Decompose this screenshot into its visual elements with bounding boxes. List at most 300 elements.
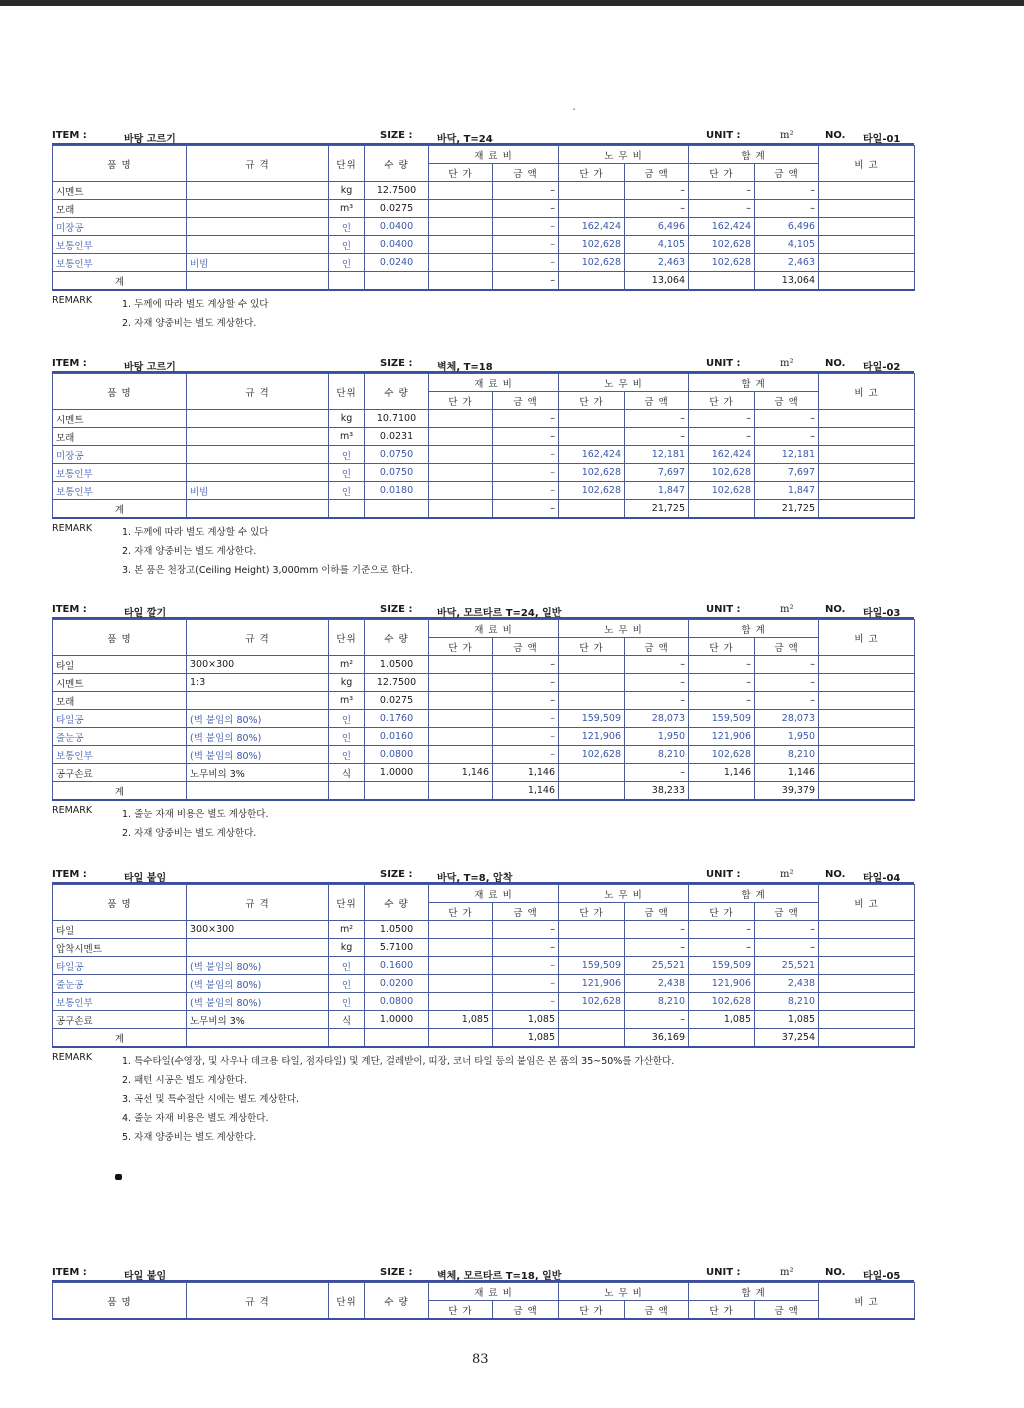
material-amount-cell: – bbox=[493, 692, 559, 710]
table-row bbox=[53, 728, 915, 746]
item-label: ITEM : bbox=[52, 358, 87, 369]
note-cell bbox=[819, 200, 915, 218]
note-cell bbox=[819, 272, 915, 291]
note-cell bbox=[819, 482, 915, 500]
col-amount: 금 액 bbox=[755, 164, 819, 182]
remark-line: 3. 곡선 및 특수절단 시에는 별도 계상한다. bbox=[122, 1094, 300, 1105]
material-price-cell: 1,085 bbox=[429, 1011, 493, 1029]
unit-label: UNIT : bbox=[706, 604, 741, 615]
unit-cell: 인 bbox=[329, 728, 365, 746]
total-amount-cell: – bbox=[755, 939, 819, 957]
empty-cell bbox=[689, 1029, 755, 1048]
labor-price-cell bbox=[559, 656, 625, 674]
labor-amount-cell: 2,438 bbox=[625, 975, 689, 993]
material-price-cell bbox=[429, 710, 493, 728]
labor-price-cell: 102,628 bbox=[559, 993, 625, 1011]
labor-amount-cell: 7,697 bbox=[625, 464, 689, 482]
col-note: 비 고 bbox=[819, 620, 915, 656]
unit-cell: kg bbox=[329, 182, 365, 200]
col-qty: 수 량 bbox=[365, 374, 429, 410]
empty-cell bbox=[365, 272, 429, 291]
unit-cell: 인 bbox=[329, 464, 365, 482]
col-unit-price: 단 가 bbox=[689, 164, 755, 182]
labor-amount-cell: – bbox=[625, 921, 689, 939]
col-unit: 단위 bbox=[329, 1283, 365, 1320]
item-name-cell: 공구손료 bbox=[53, 764, 187, 782]
item-name-cell: 모래 bbox=[53, 692, 187, 710]
header-row bbox=[53, 1283, 915, 1301]
table-row bbox=[53, 921, 915, 939]
col-total: 합 계 bbox=[689, 146, 819, 164]
unit-label: UNIT : bbox=[706, 1267, 741, 1278]
remark-line: 2. 자재 양중비는 별도 계상한다. bbox=[122, 828, 257, 839]
labor-amount-cell: 25,521 bbox=[625, 957, 689, 975]
total-material-amount: – bbox=[493, 500, 559, 519]
note-cell bbox=[819, 746, 915, 764]
item-name: 타일 깔기 bbox=[124, 608, 167, 619]
note-cell bbox=[819, 710, 915, 728]
material-price-cell bbox=[429, 728, 493, 746]
remark-label: REMARK bbox=[52, 1052, 93, 1063]
unit-cell: m³ bbox=[329, 428, 365, 446]
note-cell bbox=[819, 1029, 915, 1048]
remark-line: 1. 특수타일(수영장, 및 사우나 데크용 타일, 점자타일) 및 계단, 걸레받이, 띠장, 코너 타일 등의 붙임은 본 품의 35~50%를 가산한다. bbox=[122, 1056, 675, 1067]
unit-cell: m² bbox=[329, 921, 365, 939]
col-unit-price: 단 가 bbox=[559, 1301, 625, 1320]
qty-cell: 10.7100 bbox=[365, 410, 429, 428]
unit-cell: 인 bbox=[329, 254, 365, 272]
no-value: 타일-03 bbox=[863, 608, 901, 619]
remark-line: 4. 줄눈 자재 비용은 별도 계상한다. bbox=[122, 1113, 269, 1124]
labor-amount-cell: – bbox=[625, 692, 689, 710]
labor-price-cell: 159,509 bbox=[559, 710, 625, 728]
item-name-cell: 공구손료 bbox=[53, 1011, 187, 1029]
note-cell bbox=[819, 428, 915, 446]
remark-line: 1. 두께에 따라 별도 계상할 수 있다 bbox=[122, 527, 269, 538]
col-total: 합 계 bbox=[689, 885, 819, 903]
col-material: 재 료 비 bbox=[429, 374, 559, 392]
material-amount-cell: – bbox=[493, 482, 559, 500]
col-note: 비 고 bbox=[819, 146, 915, 182]
empty-cell bbox=[689, 500, 755, 519]
spec-cell: (벽 붙임의 80%) bbox=[187, 746, 329, 764]
qty-cell: 0.0240 bbox=[365, 254, 429, 272]
total-amount-cell: 4,105 bbox=[755, 236, 819, 254]
material-price-cell bbox=[429, 236, 493, 254]
size-value: 벽체, 모르타르 T=18, 일반 bbox=[437, 1271, 562, 1282]
material-amount-cell: – bbox=[493, 957, 559, 975]
total-amount-cell: 7,697 bbox=[755, 464, 819, 482]
total-amount-cell: 2,438 bbox=[755, 975, 819, 993]
note-cell bbox=[819, 464, 915, 482]
section-header bbox=[52, 128, 914, 145]
total-price-cell: 102,628 bbox=[689, 746, 755, 764]
spec-cell: 노무비의 3% bbox=[187, 764, 329, 782]
labor-price-cell bbox=[559, 692, 625, 710]
spec-cell: 노무비의 3% bbox=[187, 1011, 329, 1029]
col-labor: 노 무 비 bbox=[559, 374, 689, 392]
total-amount-cell: 8,210 bbox=[755, 993, 819, 1011]
material-price-cell bbox=[429, 200, 493, 218]
empty-cell bbox=[329, 1029, 365, 1048]
material-amount-cell: – bbox=[493, 428, 559, 446]
qty-cell: 1.0500 bbox=[365, 656, 429, 674]
spec-cell: (벽 붙임의 80%) bbox=[187, 993, 329, 1011]
qty-cell: 0.1760 bbox=[365, 710, 429, 728]
size-value: 벽체, T=18 bbox=[437, 362, 493, 373]
note-cell bbox=[819, 446, 915, 464]
remarks bbox=[52, 1052, 914, 1147]
labor-price-cell bbox=[559, 674, 625, 692]
col-amount: 금 액 bbox=[625, 903, 689, 921]
material-amount-cell: – bbox=[493, 656, 559, 674]
material-price-cell bbox=[429, 410, 493, 428]
col-unit-price: 단 가 bbox=[429, 392, 493, 410]
col-amount: 금 액 bbox=[625, 392, 689, 410]
empty-cell bbox=[329, 782, 365, 801]
total-labor-amount: 36,169 bbox=[625, 1029, 689, 1048]
material-price-cell bbox=[429, 674, 493, 692]
unit-cell: 인 bbox=[329, 957, 365, 975]
col-labor: 노 무 비 bbox=[559, 885, 689, 903]
empty-cell bbox=[365, 782, 429, 801]
remark-line: 3. 본 품은 천장고(Ceiling Height) 3,000mm 이하를 기준으로 한다. bbox=[122, 565, 413, 576]
note-cell bbox=[819, 764, 915, 782]
empty-cell bbox=[429, 1029, 493, 1048]
table-row bbox=[53, 1011, 915, 1029]
cost-section-1 bbox=[52, 128, 914, 333]
unit-cell: 식 bbox=[329, 764, 365, 782]
total-price-cell: 162,424 bbox=[689, 446, 755, 464]
total-amount-cell: 25,521 bbox=[755, 957, 819, 975]
total-price-cell: – bbox=[689, 656, 755, 674]
cost-section-3 bbox=[52, 602, 914, 843]
total-price-cell: – bbox=[689, 428, 755, 446]
labor-price-cell bbox=[559, 939, 625, 957]
table-row bbox=[53, 482, 915, 500]
remarks bbox=[52, 805, 914, 843]
unit-label: UNIT : bbox=[706, 869, 741, 880]
material-amount-cell: – bbox=[493, 939, 559, 957]
qty-cell: 0.0400 bbox=[365, 236, 429, 254]
labor-price-cell: 102,628 bbox=[559, 746, 625, 764]
total-amount: 21,725 bbox=[755, 500, 819, 519]
item-name-cell: 시멘트 bbox=[53, 674, 187, 692]
table-row bbox=[53, 957, 915, 975]
total-price-cell: 1,085 bbox=[689, 1011, 755, 1029]
col-unit: 단위 bbox=[329, 620, 365, 656]
labor-price-cell bbox=[559, 764, 625, 782]
table-row bbox=[53, 446, 915, 464]
empty-cell bbox=[559, 272, 625, 291]
note-cell bbox=[819, 254, 915, 272]
material-price-cell bbox=[429, 218, 493, 236]
qty-cell: 0.0750 bbox=[365, 464, 429, 482]
total-row bbox=[53, 782, 915, 801]
empty-cell bbox=[329, 500, 365, 519]
item-name-cell: 보통인부 bbox=[53, 482, 187, 500]
col-labor: 노 무 비 bbox=[559, 146, 689, 164]
unit-cell: 인 bbox=[329, 218, 365, 236]
spec-cell bbox=[187, 218, 329, 236]
col-amount: 금 액 bbox=[493, 164, 559, 182]
header-row bbox=[53, 374, 915, 392]
item-name-cell: 타일 bbox=[53, 921, 187, 939]
labor-price-cell bbox=[559, 182, 625, 200]
qty-cell: 0.0800 bbox=[365, 993, 429, 1011]
material-amount-cell: – bbox=[493, 746, 559, 764]
col-unit-price: 단 가 bbox=[559, 638, 625, 656]
note-cell bbox=[819, 692, 915, 710]
table-row bbox=[53, 975, 915, 993]
total-price-cell: – bbox=[689, 410, 755, 428]
col-unit-price: 단 가 bbox=[429, 638, 493, 656]
item-name-cell: 보통인부 bbox=[53, 746, 187, 764]
remark-label: REMARK bbox=[52, 805, 93, 816]
total-amount-cell: – bbox=[755, 410, 819, 428]
qty-cell: 0.0800 bbox=[365, 746, 429, 764]
material-amount-cell: 1,146 bbox=[493, 764, 559, 782]
col-unit: 단위 bbox=[329, 885, 365, 921]
table-row bbox=[53, 656, 915, 674]
cost-table bbox=[52, 884, 915, 1048]
total-amount-cell: – bbox=[755, 200, 819, 218]
unit-value: m² bbox=[780, 869, 794, 880]
table-row bbox=[53, 464, 915, 482]
empty-cell bbox=[429, 782, 493, 801]
no-value: 타일-01 bbox=[863, 134, 901, 145]
note-cell bbox=[819, 728, 915, 746]
col-qty: 수 량 bbox=[365, 146, 429, 182]
item-name-cell: 시멘트 bbox=[53, 182, 187, 200]
item-label: ITEM : bbox=[52, 604, 87, 615]
labor-amount-cell: – bbox=[625, 182, 689, 200]
total-amount-cell: 8,210 bbox=[755, 746, 819, 764]
spec-cell: 비빔 bbox=[187, 482, 329, 500]
size-value: 바닥, T=8, 압착 bbox=[437, 873, 513, 884]
total-amount-cell: 28,073 bbox=[755, 710, 819, 728]
spec-cell bbox=[187, 410, 329, 428]
table-row bbox=[53, 993, 915, 1011]
labor-price-cell bbox=[559, 428, 625, 446]
labor-amount-cell: 2,463 bbox=[625, 254, 689, 272]
col-spec: 규 격 bbox=[187, 146, 329, 182]
material-amount-cell: – bbox=[493, 254, 559, 272]
total-material-amount: – bbox=[493, 272, 559, 291]
material-price-cell bbox=[429, 746, 493, 764]
note-cell bbox=[819, 410, 915, 428]
qty-cell: 1.0000 bbox=[365, 764, 429, 782]
total-price-cell: 159,509 bbox=[689, 957, 755, 975]
note-cell bbox=[819, 975, 915, 993]
section-header bbox=[52, 356, 914, 373]
col-amount: 금 액 bbox=[625, 1301, 689, 1320]
item-name-cell: 시멘트 bbox=[53, 410, 187, 428]
labor-price-cell bbox=[559, 410, 625, 428]
size-label: SIZE : bbox=[380, 358, 413, 369]
total-amount: 37,254 bbox=[755, 1029, 819, 1048]
unit-cell: 인 bbox=[329, 236, 365, 254]
labor-amount-cell: – bbox=[625, 939, 689, 957]
section-header bbox=[52, 602, 914, 619]
total-price-cell: 102,628 bbox=[689, 236, 755, 254]
item-name-cell: 타일공 bbox=[53, 710, 187, 728]
col-amount: 금 액 bbox=[755, 1301, 819, 1320]
col-unit-price: 단 가 bbox=[689, 392, 755, 410]
col-amount: 금 액 bbox=[625, 164, 689, 182]
qty-cell: 0.0180 bbox=[365, 482, 429, 500]
material-amount-cell: – bbox=[493, 446, 559, 464]
no-value: 타일-04 bbox=[863, 873, 901, 884]
total-price-cell: 102,628 bbox=[689, 464, 755, 482]
labor-amount-cell: 28,073 bbox=[625, 710, 689, 728]
labor-amount-cell: 4,105 bbox=[625, 236, 689, 254]
item-name-cell: 모래 bbox=[53, 428, 187, 446]
remark-label: REMARK bbox=[52, 295, 93, 306]
item-name-cell: 미장공 bbox=[53, 446, 187, 464]
col-unit-price: 단 가 bbox=[689, 1301, 755, 1320]
ink-blot bbox=[115, 1174, 122, 1180]
spec-cell bbox=[187, 182, 329, 200]
total-price-cell: 102,628 bbox=[689, 482, 755, 500]
labor-amount-cell: – bbox=[625, 674, 689, 692]
empty-cell bbox=[187, 782, 329, 801]
qty-cell: 0.0160 bbox=[365, 728, 429, 746]
spec-cell: 300×300 bbox=[187, 921, 329, 939]
spec-cell bbox=[187, 446, 329, 464]
note-cell bbox=[819, 236, 915, 254]
material-amount-cell: – bbox=[493, 200, 559, 218]
total-price-cell: – bbox=[689, 674, 755, 692]
spec-cell: (벽 붙임의 80%) bbox=[187, 728, 329, 746]
col-material: 재 료 비 bbox=[429, 885, 559, 903]
cost-table bbox=[52, 619, 915, 801]
unit-cell: m² bbox=[329, 656, 365, 674]
empty-cell bbox=[429, 272, 493, 291]
spec-cell: 1:3 bbox=[187, 674, 329, 692]
labor-amount-cell: – bbox=[625, 764, 689, 782]
material-price-cell bbox=[429, 656, 493, 674]
total-price-cell: – bbox=[689, 200, 755, 218]
total-label: 계 bbox=[53, 272, 187, 291]
material-price-cell bbox=[429, 446, 493, 464]
spec-cell: (벽 붙임의 80%) bbox=[187, 710, 329, 728]
empty-cell bbox=[559, 500, 625, 519]
material-amount-cell: – bbox=[493, 728, 559, 746]
spec-cell bbox=[187, 692, 329, 710]
unit-cell: 인 bbox=[329, 993, 365, 1011]
labor-price-cell: 159,509 bbox=[559, 957, 625, 975]
total-amount-cell: – bbox=[755, 182, 819, 200]
item-name-cell: 보통인부 bbox=[53, 464, 187, 482]
material-amount-cell: – bbox=[493, 993, 559, 1011]
total-amount-cell: 1,847 bbox=[755, 482, 819, 500]
item-name-cell: 보통인부 bbox=[53, 993, 187, 1011]
cost-table bbox=[52, 1282, 915, 1320]
material-price-cell bbox=[429, 939, 493, 957]
item-name-cell: 모래 bbox=[53, 200, 187, 218]
spec-cell bbox=[187, 236, 329, 254]
remark-line: 2. 자재 양중비는 별도 계상한다. bbox=[122, 318, 257, 329]
note-cell bbox=[819, 182, 915, 200]
unit-cell: 인 bbox=[329, 710, 365, 728]
col-unit-price: 단 가 bbox=[689, 638, 755, 656]
material-price-cell bbox=[429, 464, 493, 482]
total-material-amount: 1,146 bbox=[493, 782, 559, 801]
col-note: 비 고 bbox=[819, 374, 915, 410]
material-price-cell bbox=[429, 254, 493, 272]
total-amount: 39,379 bbox=[755, 782, 819, 801]
total-price-cell: 121,906 bbox=[689, 728, 755, 746]
remark-line: 1. 줄눈 자재 비용은 별도 계상한다. bbox=[122, 809, 269, 820]
unit-cell: m³ bbox=[329, 200, 365, 218]
labor-amount-cell: – bbox=[625, 428, 689, 446]
scan-mark: ˇ bbox=[572, 108, 576, 117]
labor-amount-cell: – bbox=[625, 200, 689, 218]
col-unit-price: 단 가 bbox=[429, 1301, 493, 1320]
qty-cell: 0.0275 bbox=[365, 200, 429, 218]
total-amount-cell: – bbox=[755, 428, 819, 446]
spec-cell: (벽 붙임의 80%) bbox=[187, 975, 329, 993]
col-spec: 규 격 bbox=[187, 620, 329, 656]
col-unit: 단위 bbox=[329, 374, 365, 410]
qty-cell: 1.0000 bbox=[365, 1011, 429, 1029]
material-amount-cell: – bbox=[493, 410, 559, 428]
labor-amount-cell: 8,210 bbox=[625, 746, 689, 764]
col-material: 재 료 비 bbox=[429, 146, 559, 164]
col-qty: 수 량 bbox=[365, 885, 429, 921]
total-amount-cell: – bbox=[755, 674, 819, 692]
labor-price-cell bbox=[559, 200, 625, 218]
empty-cell bbox=[689, 272, 755, 291]
note-cell bbox=[819, 993, 915, 1011]
labor-price-cell: 102,628 bbox=[559, 236, 625, 254]
note-cell bbox=[819, 1011, 915, 1029]
labor-amount-cell: – bbox=[625, 410, 689, 428]
no-value: 타일-05 bbox=[863, 1271, 901, 1282]
total-material-amount: 1,085 bbox=[493, 1029, 559, 1048]
total-amount-cell: 1,950 bbox=[755, 728, 819, 746]
spec-cell: (벽 붙임의 80%) bbox=[187, 957, 329, 975]
empty-cell bbox=[429, 500, 493, 519]
spec-cell bbox=[187, 428, 329, 446]
total-label: 계 bbox=[53, 500, 187, 519]
unit-cell: m³ bbox=[329, 692, 365, 710]
labor-price-cell: 102,628 bbox=[559, 482, 625, 500]
labor-amount-cell: – bbox=[625, 656, 689, 674]
total-price-cell: – bbox=[689, 939, 755, 957]
total-price-cell: 1,146 bbox=[689, 764, 755, 782]
cost-section-4 bbox=[52, 867, 914, 1147]
col-amount: 금 액 bbox=[755, 638, 819, 656]
unit-value: m² bbox=[780, 1267, 794, 1278]
item-name-cell: 타일 bbox=[53, 656, 187, 674]
total-price-cell: 121,906 bbox=[689, 975, 755, 993]
table-row bbox=[53, 939, 915, 957]
col-total: 합 계 bbox=[689, 1283, 819, 1301]
unit-cell: 식 bbox=[329, 1011, 365, 1029]
total-price-cell: – bbox=[689, 692, 755, 710]
col-note: 비 고 bbox=[819, 885, 915, 921]
empty-cell bbox=[187, 1029, 329, 1048]
note-cell bbox=[819, 957, 915, 975]
table-row bbox=[53, 692, 915, 710]
material-amount-cell: – bbox=[493, 975, 559, 993]
cost-section-5 bbox=[52, 1265, 914, 1320]
table-row bbox=[53, 674, 915, 692]
total-amount-cell: 1,146 bbox=[755, 764, 819, 782]
unit-value: m² bbox=[780, 358, 794, 369]
